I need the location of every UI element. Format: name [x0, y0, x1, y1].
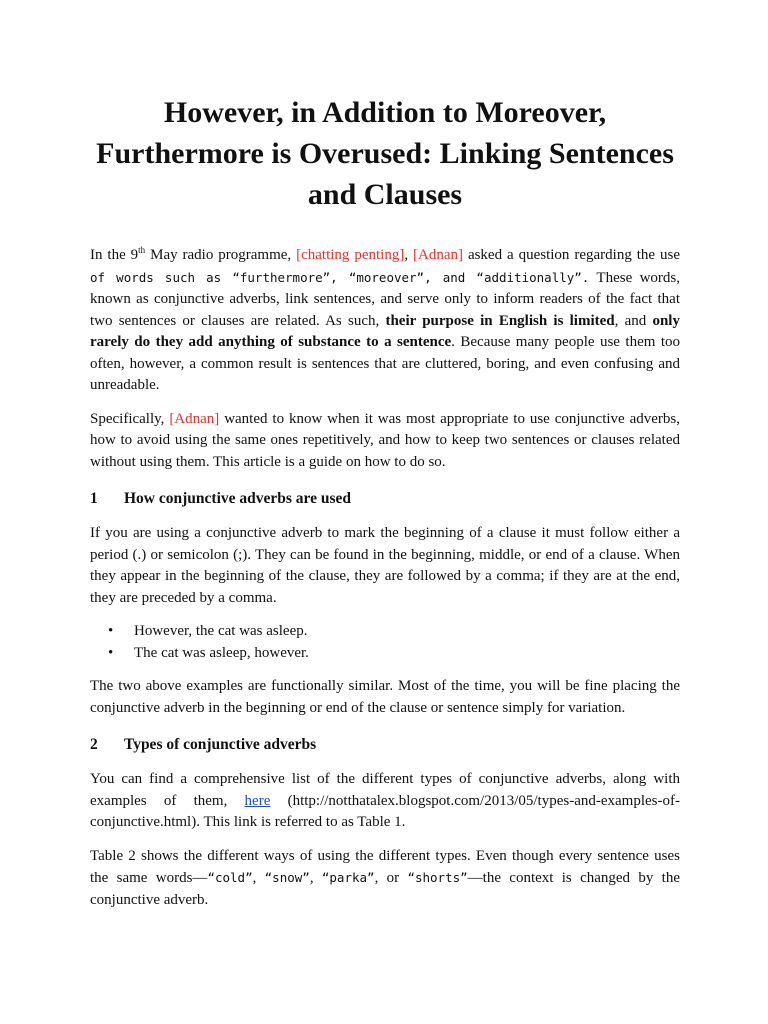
section-2-number: 2 — [90, 736, 98, 753]
document-title: However, in Addition to Moreover, Furthermore is Overused: Linking Sentences and Clauses — [96, 96, 674, 211]
section-2-title: Types of conjunctive adverbs — [124, 736, 317, 753]
intro-comma: , — [404, 247, 414, 263]
second-paragraph — [90, 409, 680, 474]
intro-text-6: . Because many people use them too often, however, a common result is sentences that are cluttered, boring, and even confusing and unreadable. — [90, 334, 681, 393]
word-cold: “cold” — [207, 870, 253, 885]
section-2-heading — [90, 735, 680, 755]
bold-phrase-substance: only rarely do they add anything of substance to a sentence — [90, 312, 680, 350]
document-page — [90, 92, 680, 923]
section-1-title: How conjunctive adverbs are used — [124, 490, 352, 507]
s2p1-start: You can find a comprehensive list of the different types of conjunctive adverbs, along with examples of them, — [90, 771, 680, 809]
sep-2: , — [309, 870, 322, 886]
ordinal-suffix: th — [138, 245, 146, 255]
word-shorts: “shorts” — [407, 870, 468, 885]
section-1-paragraph: If you are using a conjunctive adverb to mark the beginning of a clause it must follow either a period (.) or semicolon (;). They can be found in the beginning, middle, or end of a clause. When they appear in the beginning of the clause, they are followed by a comma; if they are at the end, they are preceded by a comma. — [90, 525, 680, 606]
bold-phrase-limited: their purpose in English is limited — [385, 312, 615, 329]
example-bullet-list — [90, 621, 680, 664]
section-2-paragraph-2 — [90, 846, 680, 912]
para2-rest: wanted to know when it was most appropriate to use conjunctive adverbs, how to avoid using the same ones repetitively, and how to keep two sentences or clauses related without using them. This article is a guide on how to do so. — [90, 410, 680, 470]
table-1-link[interactable]: here — [244, 792, 271, 809]
s2p2-end: —the context is changed by the conjunctive adverb. — [90, 870, 680, 908]
person-name-placeholder: [Adnan] — [413, 247, 464, 263]
section-1-paragraph-2: The two above examples are functionally similar. Most of the time, you will be fine placing the conjunctive adverb in the beginning or end of the clause or sentence simply for variation. — [90, 678, 680, 716]
intro-text-4: These words, known as conjunctive adverbs, link sentences, and serve only to inform readers of the fact that two sentences or clauses are related. As such, — [90, 269, 680, 329]
intro-text-1: In the 9 — [90, 247, 139, 263]
intro-paragraph — [90, 245, 680, 397]
section-1-number: 1 — [90, 490, 98, 507]
sep-1: , — [252, 870, 265, 886]
word-parka: “parka” — [321, 870, 375, 885]
bullet-item: • However, the cat was asleep. — [134, 621, 680, 643]
para2-start: Specifically, — [90, 410, 170, 427]
example-words-phrase: of words such as “furthermore”, “moreover”, and “additionally”. — [90, 269, 590, 285]
program-name-placeholder: [chatting penting] — [296, 247, 405, 263]
section-2-paragraph-1 — [90, 769, 680, 834]
section-1-heading — [90, 489, 680, 509]
intro-text-5: , and — [614, 312, 653, 329]
intro-text-2: May radio programme, — [145, 247, 297, 263]
s2p2-start: Table 2 shows the different ways of using the different types. Even though every sentence uses the same words— — [90, 847, 680, 886]
word-snow: “snow” — [264, 870, 310, 885]
s2p1-end: (http://notthatalex.blogspot.com/2013/05/types-and-examples-of-conjunctive.html). This link is referred to as Table 1. — [90, 792, 680, 830]
intro-text-3: asked a question regarding the use — [463, 247, 681, 263]
sep-3: , or — [374, 870, 408, 886]
person-name-placeholder-2: [Adnan] — [169, 410, 220, 427]
bullet-item: • The cat was asleep, however. — [134, 643, 680, 665]
